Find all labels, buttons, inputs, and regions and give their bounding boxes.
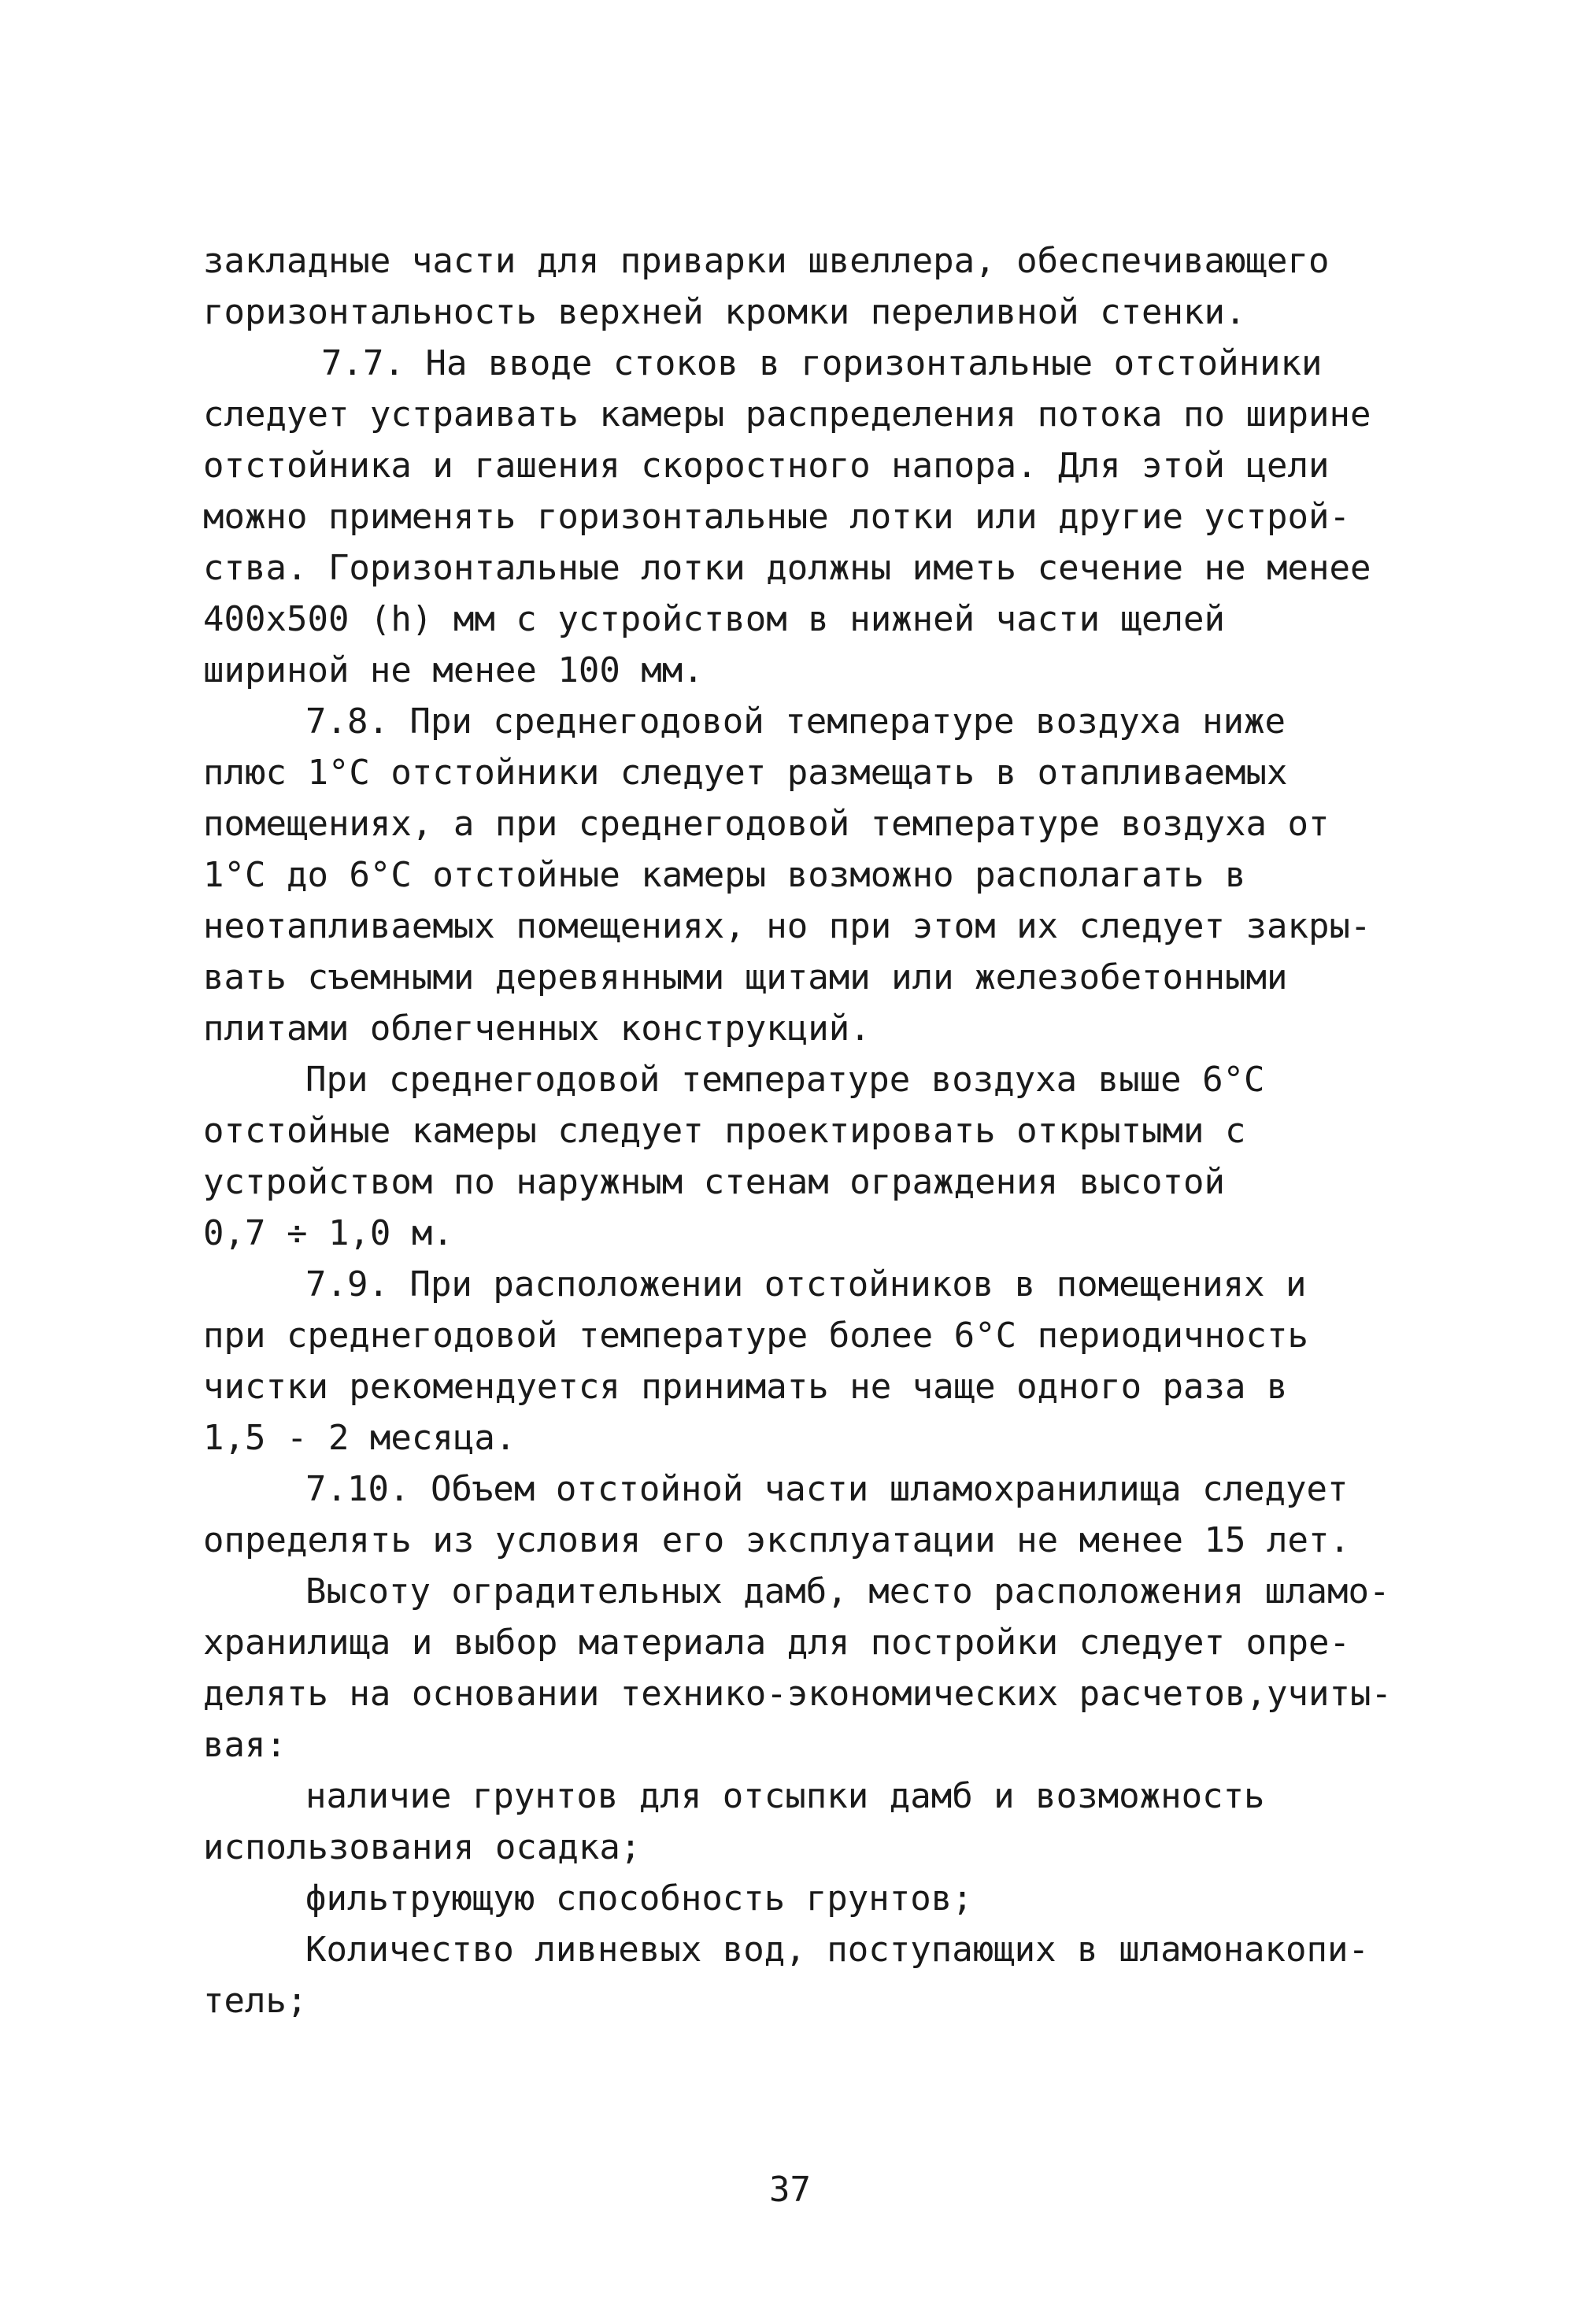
list-item-line: наличие грунтов для отсыпки дамб и возможность xyxy=(305,1776,1265,1816)
text-line: 1°С до 6°С отстойные камеры возможно располагать в xyxy=(203,855,1246,895)
text-line: определять из условия его эксплуатации не менее 15 лет. xyxy=(203,1520,1350,1560)
text-line: при среднегодовой температуре более 6°С периодичность xyxy=(203,1316,1308,1356)
paragraph-indent-line: При среднегодовой температуре воздуха выше 6°С xyxy=(305,1060,1265,1100)
text-line: помещениях, а при среднегодовой температуре воздуха от xyxy=(203,804,1330,844)
page-number: 37 xyxy=(769,2170,811,2210)
list-item-line: Количество ливневых вод, поступающих в шламонакопи- xyxy=(305,1930,1370,1970)
text-line: можно применять горизонтальные лотки или другие устрой- xyxy=(203,497,1350,537)
text-line: плитами облегченных конструкций. xyxy=(203,1008,871,1049)
paragraph-7-10-heading: 7.10. Объем отстойной части шламохранилища следует xyxy=(305,1469,1349,1509)
text-line: устройством по наружным стенам ограждения высотой xyxy=(203,1162,1226,1202)
paragraph-indent-line: Высоту оградительных дамб, место расположения шламо- xyxy=(305,1571,1390,1612)
text-line: 0,7 ÷ 1,0 м. xyxy=(203,1213,453,1253)
text-line: вать съемными деревянными щитами или железобетонными xyxy=(203,957,1288,997)
text-line: неотапливаемых помещениях, но при этом их следует закры- xyxy=(203,906,1371,946)
text-line: шириной не менее 100 мм. xyxy=(203,650,704,690)
text-line: отстойные камеры следует проектировать открытыми с xyxy=(203,1111,1246,1151)
text-line: хранилища и выбор материала для постройки следует опре- xyxy=(203,1623,1350,1663)
text-line: горизонтальность верхней кромки переливной стенки. xyxy=(203,292,1246,332)
text-line: делять на основании технико-экономических расчетов,учиты- xyxy=(203,1674,1392,1714)
text-line: 1,5 - 2 месяца. xyxy=(203,1418,516,1458)
text-line: ства. Горизонтальные лотки должны иметь сечение не менее xyxy=(203,548,1371,588)
paragraph-7-7-heading: 7.7. На вводе стоков в горизонтальные отстойники xyxy=(321,343,1323,383)
text-line: вая: xyxy=(203,1725,287,1765)
text-line: плюс 1°С отстойники следует размещать в отапливаемых xyxy=(203,753,1288,793)
text-line: отстойника и гашения скоростного напора. Для этой цели xyxy=(203,446,1330,486)
text-line: закладные части для приварки швеллера, обеспечивающего xyxy=(203,241,1330,281)
paragraph-7-9-heading: 7.9. При расположении отстойников в помещениях и xyxy=(305,1264,1307,1304)
list-item-line: фильтрующую способность грунтов; xyxy=(305,1878,973,1919)
text-line: чистки рекомендуется принимать не чаще одного раза в xyxy=(203,1367,1288,1407)
text-line: тель; xyxy=(203,1981,308,2021)
text-line: использования осадка; xyxy=(203,1827,642,1867)
paragraph-7-8-heading: 7.8. При среднегодовой температуре воздуха ниже xyxy=(305,701,1286,742)
text-line: 400х500 (h) мм с устройством в нижней части щелей xyxy=(203,599,1226,639)
text-line: следует устраивать камеры распределения потока по ширине xyxy=(203,394,1371,435)
